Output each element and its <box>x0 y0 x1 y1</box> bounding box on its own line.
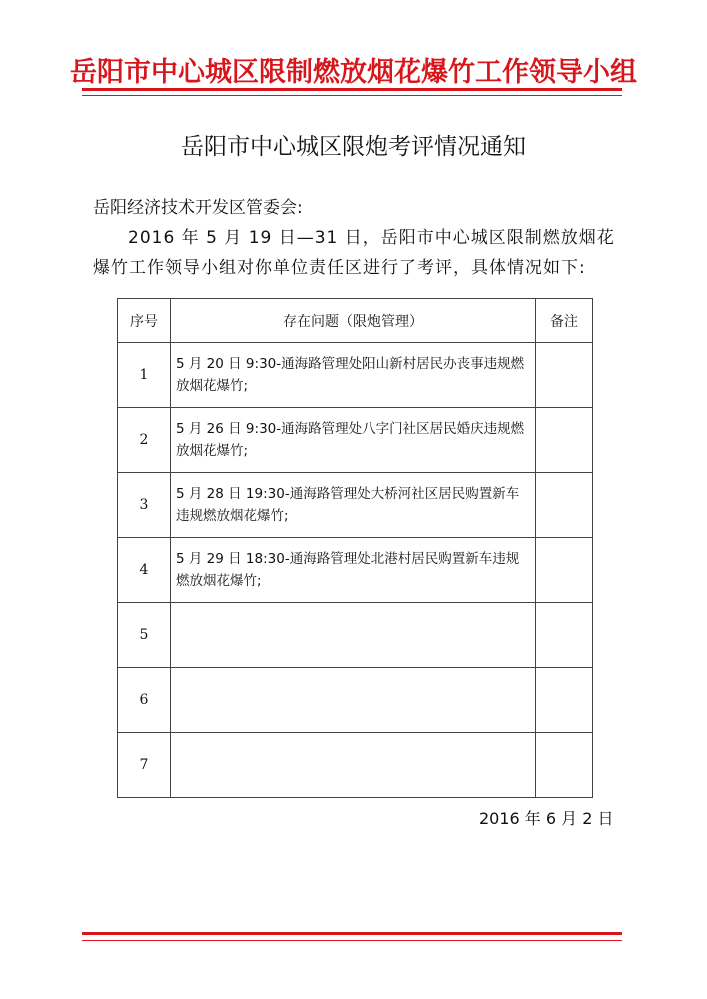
header-red-rule-thin <box>82 95 622 96</box>
organization-header-title: 岳阳市中心城区限制燃放烟花爆竹工作领导小组 <box>70 57 637 88</box>
row-issue: 5 月 29 日 18:30-通海路管理处北港村居民购置新车违规燃放烟花爆竹; <box>171 538 536 603</box>
table-row <box>118 733 593 798</box>
header-cell-index: 序号 <box>118 299 171 343</box>
footer-red-rule-thin <box>82 940 622 941</box>
header-cell-issue: 存在问题（限炮管理） <box>171 299 536 343</box>
table-row <box>118 408 593 473</box>
row-note <box>536 733 593 798</box>
footer-red-rule-thick <box>82 932 622 935</box>
row-issue: 5 月 20 日 9:30-通海路管理处阳山新村居民办丧事违规燃放烟花爆竹; <box>171 343 536 408</box>
row-index: 5 <box>118 603 171 668</box>
recipient-line: 岳阳经济技术开发区管委会: <box>93 198 303 218</box>
table-row <box>118 343 593 408</box>
row-index: 6 <box>118 668 171 733</box>
row-note <box>536 603 593 668</box>
row-note <box>536 343 593 408</box>
row-note <box>536 668 593 733</box>
row-index: 4 <box>118 538 171 603</box>
table-row <box>118 473 593 538</box>
row-index: 3 <box>118 473 171 538</box>
table-row <box>118 538 593 603</box>
header-red-rule-thick <box>82 88 622 91</box>
row-index: 1 <box>118 343 171 408</box>
row-index: 7 <box>118 733 171 798</box>
header-cell-note: 备注 <box>536 299 593 343</box>
row-issue <box>171 668 536 733</box>
document-title: 岳阳市中心城区限炮考评情况通知 <box>181 134 526 160</box>
evaluation-table <box>117 298 593 798</box>
table-row <box>118 668 593 733</box>
body-paragraph-line-1: 2016 年 5 月 19 日—31 日，岳阳市中心城区限制燃放烟花 <box>128 228 615 248</box>
row-issue: 5 月 26 日 9:30-通海路管理处八字门社区居民婚庆违规燃放烟花爆竹; <box>171 408 536 473</box>
table-row <box>118 603 593 668</box>
row-issue: 5 月 28 日 19:30-通海路管理处大桥河社区居民购置新车违规燃放烟花爆竹; <box>171 473 536 538</box>
body-paragraph-line-2: 爆竹工作领导小组对你单位责任区进行了考评，具体情况如下: <box>93 258 586 278</box>
row-index: 2 <box>118 408 171 473</box>
table-header-row <box>118 299 593 343</box>
row-issue <box>171 603 536 668</box>
document-date: 2016 年 6 月 2 日 <box>479 809 614 828</box>
row-note <box>536 538 593 603</box>
row-note <box>536 408 593 473</box>
row-issue <box>171 733 536 798</box>
row-note <box>536 473 593 538</box>
